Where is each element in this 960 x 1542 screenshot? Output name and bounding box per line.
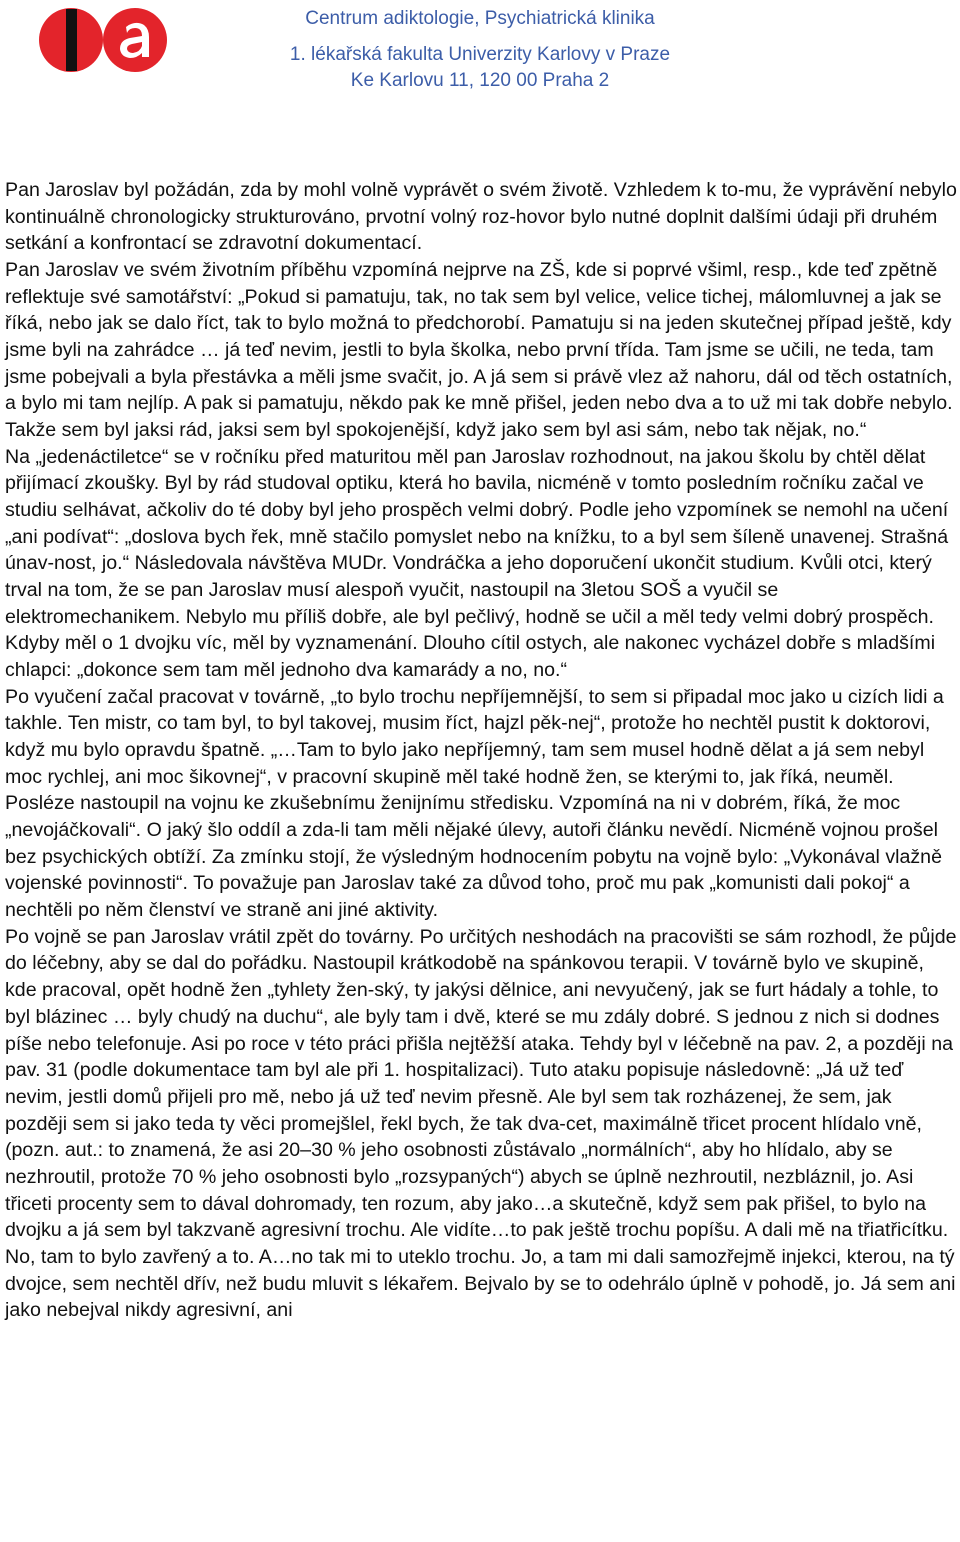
paragraph: Pan Jaroslav byl požádán, zda by mohl volně vyprávět o svém životě. Vzhledem k to-mu, že vyprávění nebylo kontinuálně chronologicky strukturováno, prvotní volný roz-hovor bylo nutné doplnit dalšími údaji při druhém setkání a konfrontací se zdravotní dokumentací. [5,179,957,255]
paragraph: Po vojně se pan Jaroslav vrátil zpět do továrny. Po určitých neshodách na pracovišti se sám rozhodl, že půjde do léčebny, aby se dal do pořádku. Nastoupil krátkodobě na spánkovou terapii. V továrně bylo ve skupině, kde pracoval, opět hodně žen „tyhlety žen-ský, ty jakýsi dělnice, ani nevyučený, jak se furt hádaly a tohle, to byl blázinec … byly chudý na duchu“, ale byly tam i dvě, které se mu zdály dobré. S jednou z nich si dodnes píše nebo telefonuje. Asi po roce v této práci přišla nejtěžší ataka. Tehdy byl v léčebně na pav. 2, a později na pav. 31 (podle dokumentace tam byl ale při 1. hospitalizaci). Tuto ataku popisuje následovně: „Já už teď nevim, jestli domů přijeli pro mě, nebo já už teď nevim přesně. Ale byl sem tak rozházenej, že sem, jak později sem si jako teda ty věci promejšlel, řekl bych, že tak dva-cet, maximálně třicet procent hlídalo vně, (pozn. aut.: to znamená, že asi 20–30 % jeho osobnosti zůstávalo „normálních“, aby ho hlídalo, aby se nezhroutil, protože 70 % jeho osobnosti bylo „rozsypaných“) abych se úplně nezhroutil, nezbláznil, jo. Asi třiceti procenty sem to dával dohromady, ten rozum, aby jako…a skutečně, když sem pak přišel, to bylo na dvojku a já sem byl takzvaně agresivní trochu. Ale vidíte…to pak ještě trochu popíšu. A dali mě na třiatřicítku. No, tam to bylo zavřený a to. A…no tak mi to uteklo trochu. Jo, a tam mi dali samozřejmě injekci, kterou, na tý dvojce, sem nechtěl dřív, než budu mluvit s lékařem. Bejvalo by se to odehrálo úplně v pohodě, jo. Já sem ani jako nebejval nikdy agresivní, ani [5,925,957,1322]
document-body [5,177,957,1324]
paragraph: Posléze nastoupil na vojnu ke zkušebnímu ženijnímu středisku. Vzpomíná na ni v dobrém, říká, že moc „nevojáčkovali“. O jaký šlo oddíl a zda-li tam měli nějaké úlevy, autoři článku nevědí. Nicméně vojnou prošel bez psychických obtíží. Za zmínku stojí, že výsledným hodnocením pobytu na vojně bylo: „Vykonával vlažně vojenské povinnosti“. To považuje pan Jaroslav také za důvod toho, proč mu pak „komunisti dali pokoj“ a nechtěli po něm členství ve straně ani jiné aktivity. [5,792,942,922]
paragraph: Po vyučení začal pracovat v továrně, „to bylo trochu nepříjemnější, to sem si připadal moc jako u cizích lidi a takhle. Ten mistr, co tam byl, to byl takovej, musim říct, hajzl pěk-nej“, protože ho nechtěl pustit k doktorovi, když mu bylo opravdu špatně. „…Tam to bylo jako nepříjemný, tam sem musel hodně dělat a já sem nebyl moc rychlej, ani moc šikovnej“, v pracovní skupině měl také hodně žen, se kterými to, jak říká, neuměl. [5,685,944,788]
page-header [0,0,960,110]
address-line: Ke Karlovu 11, 120 00 Praha 2 [350,70,610,91]
cadiktologie-logo-icon [38,7,168,73]
institution-name: Centrum adiktologie, Psychiatrická klinika [305,8,655,29]
paragraph: Pan Jaroslav ve svém životním příběhu vzpomíná nejprve na ZŠ, kde si poprvé všiml, resp., kde teď zpětně reflektuje své samotářství: „Pokud si pamatuju, tak, no tak sem byl velice, velice tichej, málomluvnej a jak se říká, nebo jak se dalo říct, tak to bylo možná to předchorobí. Pamatuju si na jeden skutečnej případ ještě, kdy jsme byli na zahrádce … já teď nevim, jestli to byla školka, nebo první třída. Tam jsme se učili, ne teda, tam jsme pobejvali a byla přestávka a měli jsme svačit, jo. A já sem si právě vlez až nahoru, dál od těch ostatních, a bylo mi tam nejlíp. A pak si pamatuju, někdo pak ke mně přišel, jeden nebo dva a to už mi tak dobře nebylo. Takže sem byl jaksi rád, jaksi sem byl spokojenější, když jako sem byl asi sám, nebo tak nějak, no.“ [5,259,953,442]
institution-address [230,6,730,94]
faculty-name: 1. lékařská fakulta Univerzity Karlovy v Praze [289,44,671,65]
paragraph: Na „jedenáctiletce“ se v ročníku před maturitou měl pan Jaroslav rozhodnout, na jakou školu by chtěl dělat přijímací zkoušky. Byl by rád studoval optiku, která ho bavila, nicméně v tomto posledním ročníku začal ve studiu selhávat, ačkoliv do té doby byl jeho prospěch velmi dobrý. Podle jeho vzpomínek se nemohl na učení „ani podívat“: „doslova bych řek, mně stačilo pomyslet nebo na knížku, to a byl sem šíleně unavenej. Strašná únav-nost, jo.“ Následovala návštěva MUDr. Vondráčka a jeho doporučení ukončit studium. Kvůli otci, který trval na tom, že se pan Jaroslav musí alespoň vyučit, nastoupil na 3letou SOŠ a vyučil se elektromechanikem. Nebylo mu příliš dobře, ale byl pečlivý, hodně se učil a měl tedy velmi dobrý prospěch. Kdyby měl o 1 dvojku víc, měl by vyznamenání. Dlouho cítil ostych, ale nakonec vycházel dobře s mladšími chlapci: „dokonce sem tam měl jednoho dva kamarády a no, no.“ [5,445,949,682]
